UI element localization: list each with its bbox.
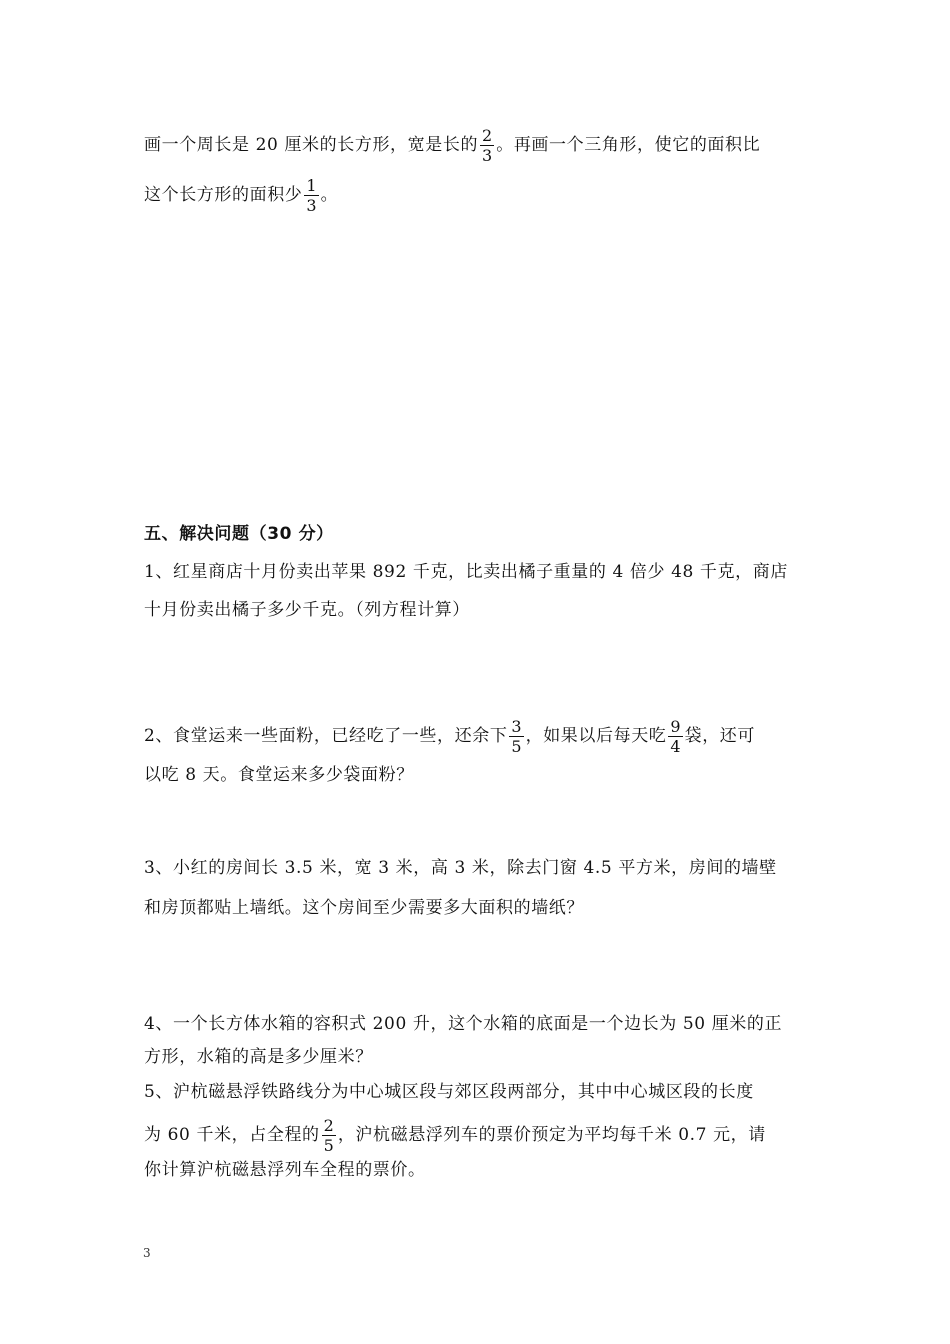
draw-task-text: 。 xyxy=(320,185,339,205)
fraction-denominator: 5 xyxy=(511,737,522,756)
fraction-numerator: 9 xyxy=(670,717,681,736)
fraction-numerator: 3 xyxy=(511,717,522,736)
question-3-line-1: 3、小红的房间长 3.5 米，宽 3 米，高 3 米，除去门窗 4.5 平方米，房间的墙壁 xyxy=(144,858,777,878)
question-1-line-2: 十月份卖出橘子多少千克。（列方程计算） xyxy=(144,600,470,620)
question-2-line-2: 以吃 8 天。食堂运来多少袋面粉？ xyxy=(144,765,414,785)
draw-task-line-1 xyxy=(144,126,760,165)
question-text: 为 60 千米，占全程的 xyxy=(144,1125,320,1145)
fraction-one-third xyxy=(304,176,318,215)
question-5-line-2 xyxy=(144,1116,766,1155)
fraction-numerator: 2 xyxy=(323,1116,334,1135)
question-3-line-2: 和房顶都贴上墙纸。这个房间至少需要多大面积的墙纸？ xyxy=(144,898,584,918)
draw-task-line-2 xyxy=(144,176,338,215)
fraction-three-fifths xyxy=(509,717,523,756)
fraction-denominator: 5 xyxy=(323,1136,334,1155)
page-number: 3 xyxy=(143,1246,151,1260)
draw-task-text: 这个长方形的面积少 xyxy=(144,185,303,205)
question-5-line-1: 5、沪杭磁悬浮铁路线分为中心城区段与郊区段两部分，其中中心城区段的长度 xyxy=(144,1082,754,1102)
fraction-numerator: 1 xyxy=(306,176,317,195)
fraction-denominator: 4 xyxy=(670,737,681,756)
fraction-denominator: 3 xyxy=(306,196,317,215)
question-4-line-2: 方形，水箱的高是多少厘米？ xyxy=(144,1047,373,1067)
question-text: ，沪杭磁悬浮列车的票价预定为平均每千米 0.7 元，请 xyxy=(337,1125,766,1145)
fraction-nine-quarters xyxy=(668,717,682,756)
draw-task-text: 。再画一个三角形，使它的面积比 xyxy=(496,135,761,155)
fraction-two-fifths xyxy=(322,1116,336,1155)
question-2-line-1 xyxy=(144,717,755,756)
fraction-denominator: 3 xyxy=(482,146,493,165)
question-text: 2、食堂运来一些面粉，已经吃了一些，还余下 xyxy=(144,726,508,746)
question-1-line-1: 1、红星商店十月份卖出苹果 892 千克，比卖出橘子重量的 4 倍少 48 千克，商店 xyxy=(144,562,788,582)
question-text: ，如果以后每天吃 xyxy=(525,726,667,746)
draw-task-text: 画一个周长是 20 厘米的长方形，宽是长的 xyxy=(144,135,479,155)
fraction-two-thirds xyxy=(480,126,494,165)
fraction-numerator: 2 xyxy=(482,126,493,145)
question-text: 袋，还可 xyxy=(684,726,756,746)
question-4-line-1: 4、一个长方体水箱的容积式 200 升，这个水箱的底面是一个边长为 50 厘米的正 xyxy=(144,1014,783,1034)
question-5-line-3: 你计算沪杭磁悬浮列车全程的票价。 xyxy=(144,1160,426,1180)
section-heading: 五、解决问题（30 分） xyxy=(144,524,334,544)
